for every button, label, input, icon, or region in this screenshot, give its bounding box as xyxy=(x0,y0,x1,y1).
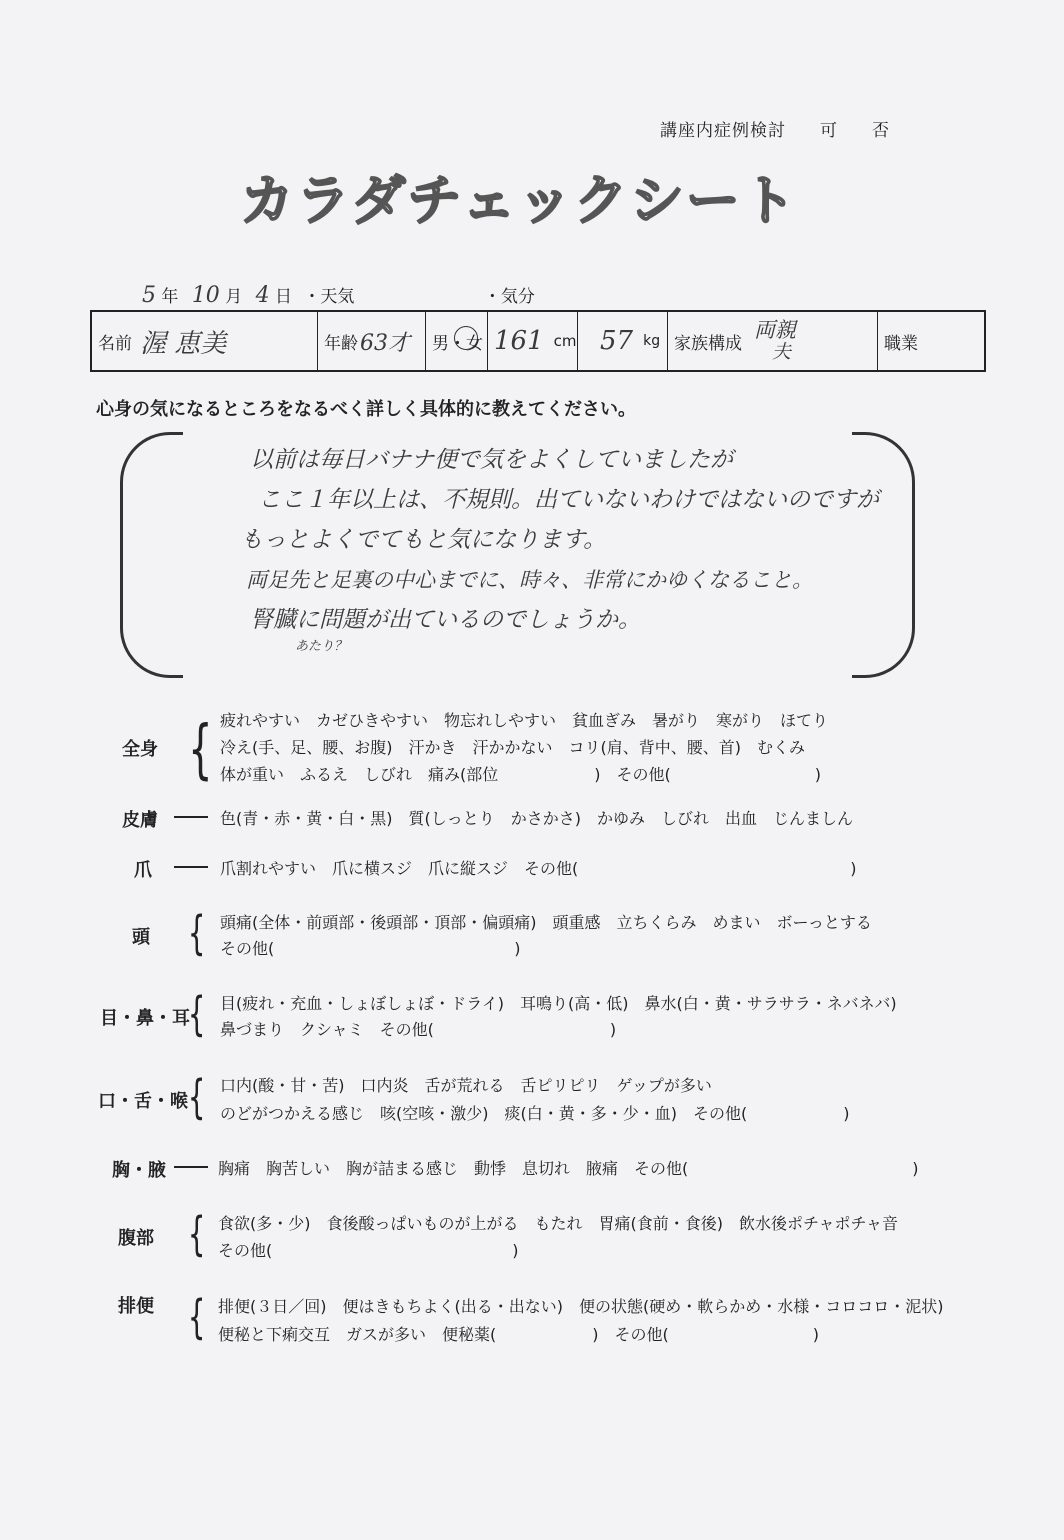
section-label-fukubu: 腹部 xyxy=(118,1228,154,1249)
kuchi-line-2[interactable]: のどがつかえる感じ 咳(空咳・激少) 痰(白・黄・多・少・血) その他( ) xyxy=(220,1104,850,1123)
name-cell[interactable] xyxy=(92,312,318,370)
review-label: 講座内症例検討 xyxy=(660,121,786,141)
family-cell[interactable] xyxy=(668,312,878,370)
year-label: 年 xyxy=(161,287,179,307)
review-yes[interactable]: 可 xyxy=(820,121,838,141)
section-label-zenshin: 全身 xyxy=(122,739,158,760)
review-no[interactable]: 否 xyxy=(872,121,890,141)
brace-icon: { xyxy=(187,1070,206,1124)
note-line: もっとよくでてもと気になります。 xyxy=(240,527,607,553)
mood-label: ・気分 xyxy=(483,287,535,307)
day-label: 日 xyxy=(275,287,293,307)
sex-selected-circle xyxy=(454,326,478,350)
haiben-line-1[interactable]: 排便(３日／回) 便はきもちよく(出る・出ない) 便の状態(硬め・軟らかめ・水様・コロコロ・泥状) xyxy=(218,1297,944,1316)
haiben-line-2[interactable]: 便秘と下痢交互 ガスが多い 便秘薬( ) その他( ) xyxy=(218,1325,819,1344)
name-value[interactable]: 渥 恵美 xyxy=(140,328,227,359)
notes-area[interactable] xyxy=(240,440,900,654)
weight-value[interactable]: 57 xyxy=(600,326,634,356)
age-value[interactable]: 63才 xyxy=(360,330,410,356)
year-value[interactable]: 5 xyxy=(142,283,156,308)
notes-bracket-left xyxy=(120,432,183,678)
weight-cell[interactable] xyxy=(578,312,668,370)
day-value[interactable]: 4 xyxy=(255,283,270,308)
name-label: 名前 xyxy=(98,333,132,354)
hifu-line-1[interactable]: 色(青・赤・黄・白・黒) 質(しっとり かさかさ) かゆみ しびれ 出血 じんましん xyxy=(220,809,853,828)
job-label: 職業 xyxy=(884,333,918,354)
sex-label: 男・女 xyxy=(432,333,483,354)
family-values xyxy=(754,319,796,363)
concerns-prompt: 心身の気になるところをなるべく詳しく具体的に教えてください。 xyxy=(96,399,636,420)
dash-line xyxy=(174,1166,208,1168)
mune-line-1[interactable]: 胸痛 胸苦しい 胸が詰まる感じ 動悸 息切れ 腋痛 その他( ) xyxy=(218,1159,919,1178)
section-label-hifu: 皮膚 xyxy=(122,810,158,831)
brace-icon: { xyxy=(187,987,206,1041)
sex-cell[interactable] xyxy=(426,312,488,370)
tsume-line-1[interactable]: 爪割れやすい 爪に横スジ 爪に縦スジ その他( ) xyxy=(220,859,857,878)
fukubu-line-2[interactable]: その他( ) xyxy=(218,1241,519,1260)
age-cell[interactable] xyxy=(318,312,426,370)
section-label-atama: 頭 xyxy=(132,927,150,948)
section-label-tsume: 爪 xyxy=(134,860,152,881)
brace-icon: { xyxy=(187,906,206,960)
review-header xyxy=(660,116,890,141)
note-line: 以前は毎日バナナ便で気をよくしていましたが xyxy=(250,447,733,473)
page-title: カラダチェックシート xyxy=(240,169,798,232)
job-cell[interactable] xyxy=(878,312,983,370)
fukubu-line-1[interactable]: 食欲(多・少) 食後酸っぱいものが上がる もたれ 胃痛(食前・食後) 飲水後ポチャポチャ音 xyxy=(218,1214,899,1233)
me-line-2[interactable]: 鼻づまり クシャミ その他( ) xyxy=(220,1020,617,1039)
height-cell[interactable] xyxy=(488,312,578,370)
section-label-kuchi: 口・舌・喉 xyxy=(98,1091,188,1112)
section-label-mune: 胸・腋 xyxy=(112,1160,166,1181)
brace-icon: { xyxy=(187,1290,206,1344)
zenshin-line-2[interactable]: 冷え(手、足、腰、お腹) 汗かき 汗かかない コリ(肩、背中、腰、首) むくみ xyxy=(220,738,805,757)
family-label: 家族構成 xyxy=(674,333,742,354)
age-label: 年齢 xyxy=(324,333,358,354)
height-unit: cm xyxy=(553,332,577,350)
note-annotation: あたり？ xyxy=(295,639,348,654)
brace-icon: { xyxy=(187,1207,206,1261)
family-value-2[interactable]: 夫 xyxy=(772,341,792,363)
note-line: 両足先と足裏の中心までに、時々、非常にかゆくなること。 xyxy=(246,568,813,592)
note-line: 腎臓に問題が出ているのでしょうか。 xyxy=(250,607,641,633)
dash-line xyxy=(174,866,208,868)
note-line: ここ１年以上は、不規則。出ていないわけではないのですが xyxy=(258,487,879,513)
me-line-1[interactable]: 目(疲れ・充血・しょぼしょぼ・ドライ) 耳鳴り(高・低) 鼻水(白・黄・サラサラ・ネバネバ) xyxy=(220,994,897,1013)
weather-label: ・天気 xyxy=(303,287,355,307)
section-label-me: 目・鼻・耳 xyxy=(100,1008,190,1029)
section-label-haiben: 排便 xyxy=(118,1296,154,1317)
weight-unit: kg xyxy=(643,333,661,349)
kuchi-line-1[interactable]: 口内(酸・甘・苦) 口内炎 舌が荒れる 舌ピリピリ ゲップが多い xyxy=(220,1076,712,1095)
zenshin-line-3[interactable]: 体が重い ふるえ しびれ 痛み(部位 ) その他( ) xyxy=(220,765,821,784)
dash-line xyxy=(174,816,208,818)
zenshin-line-1[interactable]: 疲れやすい カゼひきやすい 物忘れしやすい 貧血ぎみ 暑がり 寒がり ほてり xyxy=(220,711,829,730)
height-value[interactable]: 161 xyxy=(494,326,544,356)
atama-line-2[interactable]: その他( ) xyxy=(220,939,521,958)
family-value-1[interactable]: 両親 xyxy=(754,318,796,342)
profile-table xyxy=(90,310,986,372)
atama-line-1[interactable]: 頭痛(全体・前頭部・後頭部・頂部・偏頭痛) 頭重感 立ちくらみ めまい ボーっとする xyxy=(220,913,872,932)
brace-icon: { xyxy=(188,713,213,787)
date-row xyxy=(142,282,535,308)
month-value[interactable]: 10 xyxy=(191,283,220,308)
month-label: 月 xyxy=(225,287,243,307)
